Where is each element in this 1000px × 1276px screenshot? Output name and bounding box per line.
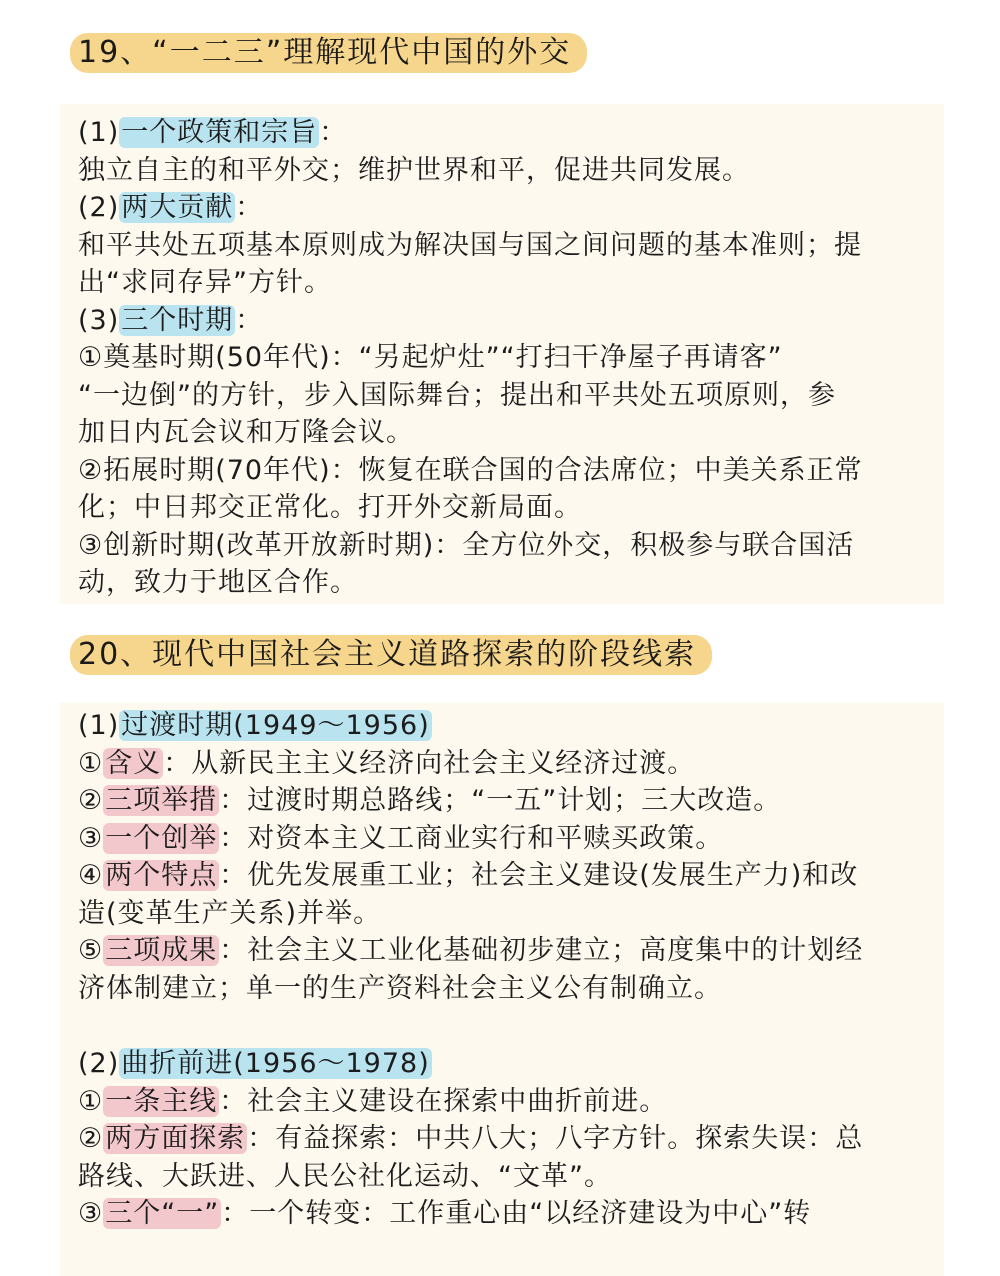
highlight-label: 三项举措 (105, 785, 218, 816)
highlight-label: 三个时期 (121, 304, 234, 336)
list-item (78, 745, 924, 783)
item-text: ：优先发展重工业；社会主义建设(发展生产力)和改 (219, 860, 859, 891)
text-line: 出“求同存异”方针。 (78, 267, 332, 298)
spacer (78, 1007, 924, 1045)
text-line: ①奠基时期(50年代)：“另起炉灶”“打扫干净屋子再请客” (78, 342, 783, 373)
colon: ： (235, 192, 264, 223)
item-text: ：社会主义建设在探索中曲折前进。 (219, 1085, 668, 1117)
item-number: ② (78, 785, 104, 816)
highlight-label: 一个政策和宗旨 (121, 117, 318, 148)
item-number: (2) (78, 1048, 120, 1079)
section-20-card (60, 703, 944, 1276)
text-line: 和平共处五项基本原则成为解决国与国之间问题的基本准则；提 (78, 229, 862, 261)
list-item (78, 1083, 924, 1121)
text-line: ③创新时期(改革开放新时期)：全方位外交，积极参与联合国活 (78, 529, 855, 561)
item-number: (2) (78, 192, 120, 223)
text-line: “一边倒”的方针，步入国际舞台；提出和平共处五项原则，参 (78, 379, 836, 411)
text-line: ②拓展时期(70年代)：恢复在联合国的合法席位；中美关系正常 (78, 454, 863, 486)
list-item (78, 932, 924, 970)
item-number: ③ (78, 1198, 104, 1229)
text-line: 路线、大跃进、人民公社化运动、“文革”。 (78, 1160, 612, 1192)
subheading-one-policy (78, 114, 924, 152)
colon: ： (319, 117, 348, 148)
subheading-two-contributions (78, 189, 924, 227)
item-number: (1) (78, 117, 120, 148)
highlight-label: 含义 (105, 747, 162, 779)
list-item (78, 820, 924, 858)
text-line: 动，致力于地区合作。 (78, 567, 358, 598)
highlight-label: 一个创举 (105, 822, 218, 854)
section-20-title: 20、现代中国社会主义道路探索的阶段线索 (70, 635, 712, 675)
highlight-label: 过渡时期(1949～1956) (121, 710, 430, 741)
list-item (78, 782, 924, 820)
item-number: ⑤ (78, 935, 104, 966)
text-line: 济体制建立；单一的生产资料社会主义公有制确立。 (78, 972, 722, 1004)
list-item (78, 1195, 924, 1233)
item-text: ：社会主义工业化基础初步建立；高度集中的计划经 (219, 935, 864, 966)
item-text: ：对资本主义工商业实行和平赎买政策。 (219, 822, 724, 854)
highlight-label: 三个“一” (105, 1198, 220, 1229)
highlight-label: 两大贡献 (121, 192, 234, 223)
item-number: ① (78, 747, 104, 779)
item-number: ① (78, 1085, 104, 1117)
list-item (78, 1120, 924, 1158)
highlight-label: 曲折前进(1956～1978) (121, 1048, 430, 1079)
section-19-title: 19、“一二三”理解现代中国的外交 (70, 33, 587, 73)
item-text: ：有益探索：中共八大；八字方针。探索失误：总 (247, 1123, 864, 1154)
highlight-label: 一条主线 (105, 1085, 218, 1117)
text-line: 化；中日邦交正常化。打开外交新局面。 (78, 492, 582, 523)
item-number: ③ (78, 822, 104, 854)
text-line: 造(变革生产关系)并举。 (78, 897, 382, 929)
list-item (78, 857, 924, 895)
highlight-label: 两个特点 (105, 860, 218, 891)
item-number: ④ (78, 860, 104, 891)
colon: ： (235, 304, 264, 336)
item-number: ② (78, 1123, 104, 1154)
item-number: (3) (78, 304, 120, 336)
subheading-transition-period (78, 707, 924, 745)
section-19-card (60, 104, 944, 604)
item-number: (1) (78, 710, 120, 741)
subheading-three-periods (78, 302, 924, 340)
highlight-label: 两方面探索 (105, 1123, 246, 1154)
text-line: 独立自主的和平外交；维护世界和平，促进共同发展。 (78, 154, 750, 186)
subheading-tortuous-progress (78, 1045, 924, 1083)
item-text: ：一个转变：工作重心由“以经济建设为中心”转 (221, 1198, 812, 1229)
highlight-label: 三项成果 (105, 935, 218, 966)
item-text: ：过渡时期总路线；“一五”计划；三大改造。 (219, 785, 782, 816)
item-text: ：从新民主主义经济向社会主义经济过渡。 (163, 747, 696, 779)
text-line: 加日内瓦会议和万隆会议。 (78, 417, 414, 448)
